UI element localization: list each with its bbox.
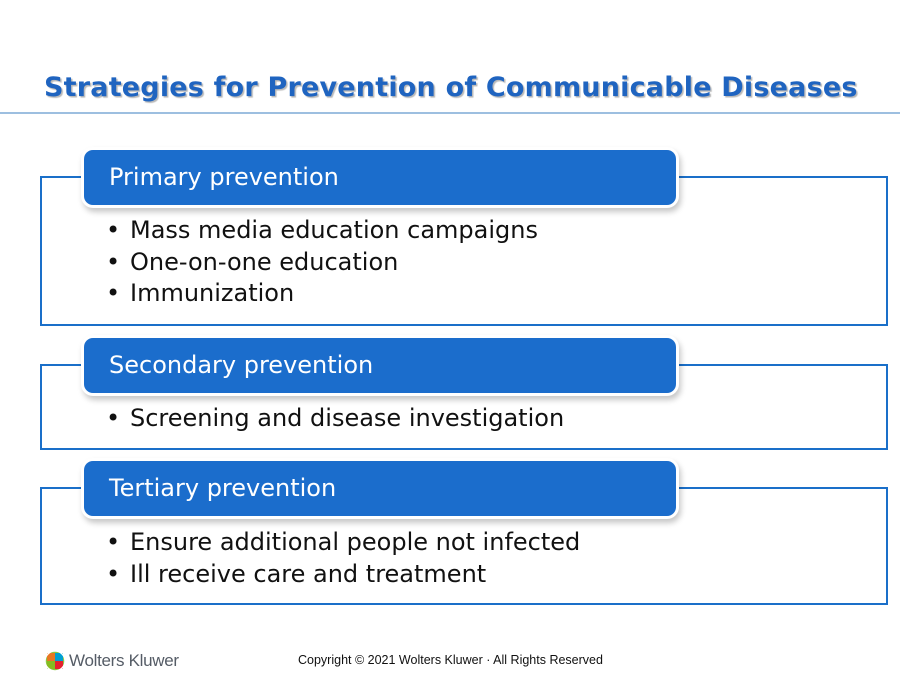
list-item: • Immunization xyxy=(106,278,538,310)
list-item: • Ensure additional people not infected xyxy=(106,527,580,559)
tertiary-prevention-list xyxy=(106,527,580,590)
logo-mark-icon xyxy=(44,650,66,672)
title-divider xyxy=(0,112,900,114)
slide-title: Strategies for Prevention of Communicable Diseases xyxy=(44,72,858,103)
copyright-text: Copyright © 2021 Wolters Kluwer · All Rights Reserved xyxy=(298,653,603,667)
secondary-prevention-header: Secondary prevention xyxy=(84,338,676,393)
secondary-prevention-list xyxy=(106,403,564,435)
list-item: • Mass media education campaigns xyxy=(106,215,538,247)
list-item: • Ill receive care and treatment xyxy=(106,559,580,591)
list-item: • Screening and disease investigation xyxy=(106,403,564,435)
wolters-kluwer-logo xyxy=(44,649,179,673)
list-item: • One-on-one education xyxy=(106,247,538,279)
primary-prevention-list xyxy=(106,215,538,310)
logo-text: Wolters Kluwer xyxy=(69,651,179,670)
primary-prevention-header: Primary prevention xyxy=(84,150,676,205)
tertiary-prevention-header: Tertiary prevention xyxy=(84,461,676,516)
